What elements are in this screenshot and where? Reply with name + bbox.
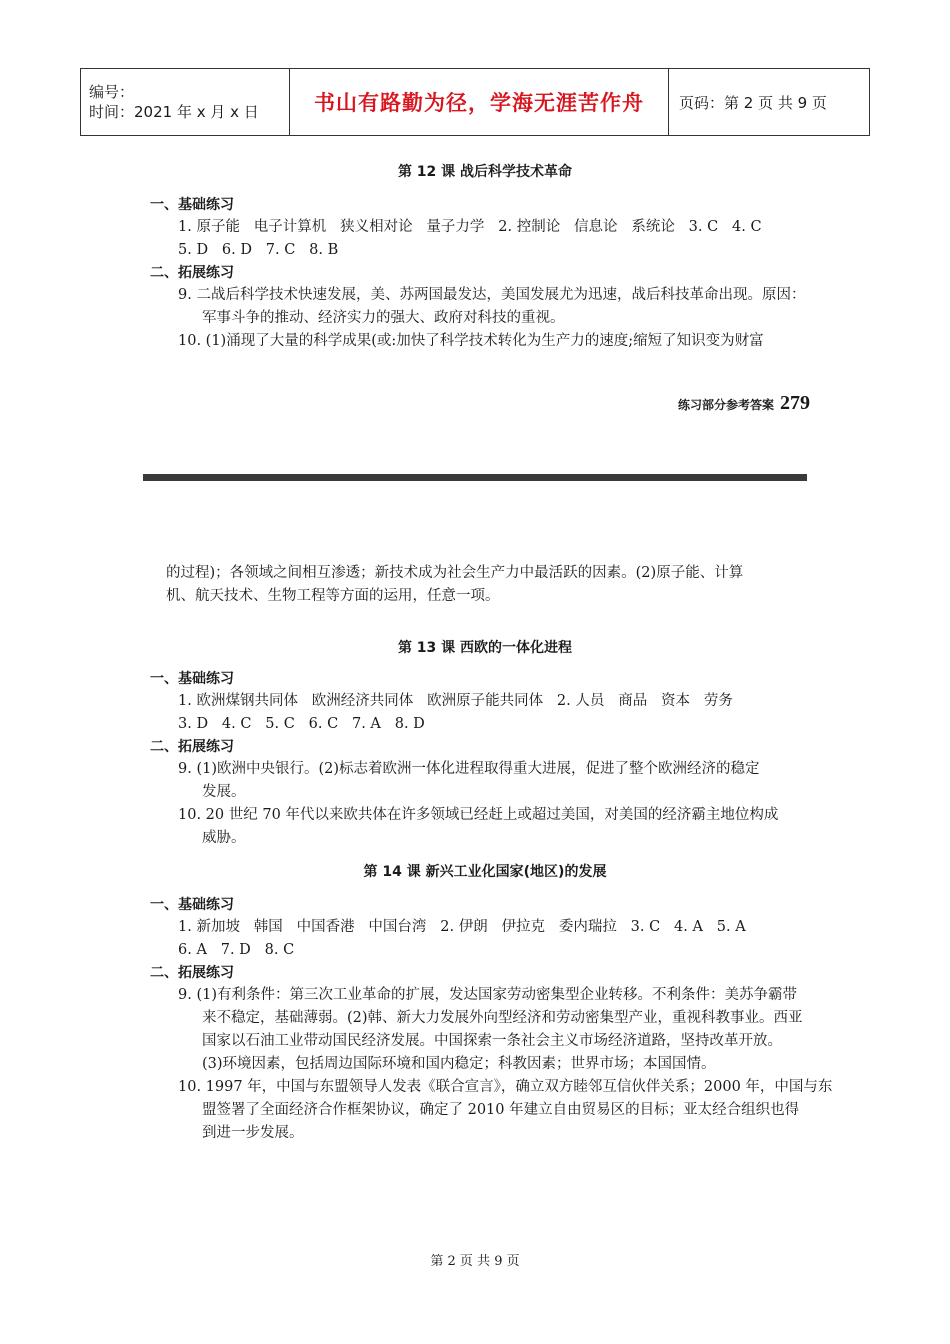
book-page-number: 279 — [780, 392, 810, 414]
answer-line: 1. 新加坡 韩国 中国香港 中国台湾 2. 伊朗 伊拉克 委内瑞拉 3. C 4. A 5. A — [178, 919, 746, 935]
continuation-text — [166, 562, 826, 608]
answer-line: 5. D 6. D 7. C 8. B — [178, 242, 339, 258]
answer-line: 9. (1)欧洲中央银行。(2)标志着欧洲一体化进程取得重大进展，促进了整个欧洲经济的稳定 — [178, 761, 760, 777]
answer-line: 6. A 7. D 8. C — [178, 942, 295, 958]
answer-line: 3. D 4. C 5. C 6. C 7. A 8. D — [178, 716, 425, 732]
lesson-title: 第 14 课 新兴工业化国家(地区)的发展 — [363, 864, 607, 880]
section-heading-extension: 二、拓展练习 — [150, 739, 234, 755]
answer-line: (3)环境因素，包括周边国际环境和国内稳定；科教因素；世界市场；本国国情。 — [202, 1056, 716, 1072]
section-heading-basic: 一、基础练习 — [150, 897, 234, 913]
section-heading-basic: 一、基础练习 — [150, 671, 234, 687]
header-table — [80, 68, 870, 136]
answer-line: 9. 二战后科学技术快速发展，美、苏两国最发达，美国发展尤为迅速，战后科技革命出现。原因： — [178, 287, 806, 303]
answer-line: 到进一步发展。 — [202, 1125, 304, 1141]
answer-line: 1. 原子能 电子计算机 狭义相对论 量子力学 2. 控制论 信息论 系统论 3. C 4. C — [178, 219, 762, 235]
answer-line: 10. (1)涌现了大量的科学成果(或:加快了科学技术转化为生产力的速度;缩短了知识变为财富 — [178, 333, 764, 349]
header-page-info: 页码：第 2 页 共 9 页 — [669, 69, 870, 136]
answer-line: 发展。 — [202, 784, 246, 800]
lesson-title: 第 12 课 战后科学技术革命 — [397, 164, 573, 180]
answer-line: 10. 20 世纪 70 年代以来欧共体在许多领域已经赶上或超过美国，对美国的经济霸主地位构成 — [178, 807, 779, 823]
answer-line: 的过程)；各领域之间相互渗透；新技术成为社会生产力中最活跃的因素。(2)原子能、计算 — [166, 565, 744, 581]
header-motto: 书山有路勤为径，学海无涯苦作舟 — [290, 69, 669, 136]
lesson-12 — [150, 160, 810, 353]
answer-line: 机、航天技术、生物工程等方面的运用，任意一项。 — [166, 588, 500, 604]
answer-line: 1. 欧洲煤钢共同体 欧洲经济共同体 欧洲原子能共同体 2. 人员 商品 资本 劳务 — [178, 693, 733, 709]
answer-line: 盟签署了全面经济合作框架协议，确定了 2010 年建立自由贸易区的目标；亚太经合组织也得 — [202, 1102, 800, 1118]
answer-line: 威胁。 — [202, 830, 246, 846]
book-page-footer — [640, 392, 810, 415]
section-heading-extension: 二、拓展练习 — [150, 965, 234, 981]
header-time-label: 时间：2021 年 x 月 x 日 — [89, 103, 259, 121]
header-meta — [81, 69, 290, 136]
header-number-label: 编号： — [89, 83, 135, 101]
lesson-title: 第 13 课 西欧的一体化进程 — [397, 640, 573, 656]
book-footer-label: 练习部分参考答案 — [677, 398, 774, 412]
lesson-14 — [150, 860, 833, 1145]
lesson-13 — [150, 636, 810, 850]
answer-line: 9. (1)有利条件：第三次工业革命的扩展，发达国家劳动密集型企业转移。不利条件：美苏争霸带 — [178, 987, 797, 1003]
section-heading-extension: 二、拓展练习 — [150, 265, 234, 281]
section-heading-basic: 一、基础练习 — [150, 197, 234, 213]
answer-line: 军事斗争的推动、经济实力的强大、政府对科技的重视。 — [202, 310, 565, 326]
page-divider — [143, 474, 807, 481]
answer-line: 10. 1997 年，中国与东盟领导人发表《联合宣言》，确立双方睦邻互信伙伴关系；2000 年，中国与东 — [178, 1079, 833, 1095]
answer-line: 来不稳定，基础薄弱。(2)韩、新大力发展外向型经济和劳动密集型产业，重视科教事业。西亚 — [202, 1010, 803, 1026]
answer-line: 国家以石油工业带动国民经济发展。中国探索一条社会主义市场经济道路，坚持改革开放。 — [202, 1033, 782, 1049]
page-number: 第 2 页 共 9 页 — [430, 1254, 520, 1269]
